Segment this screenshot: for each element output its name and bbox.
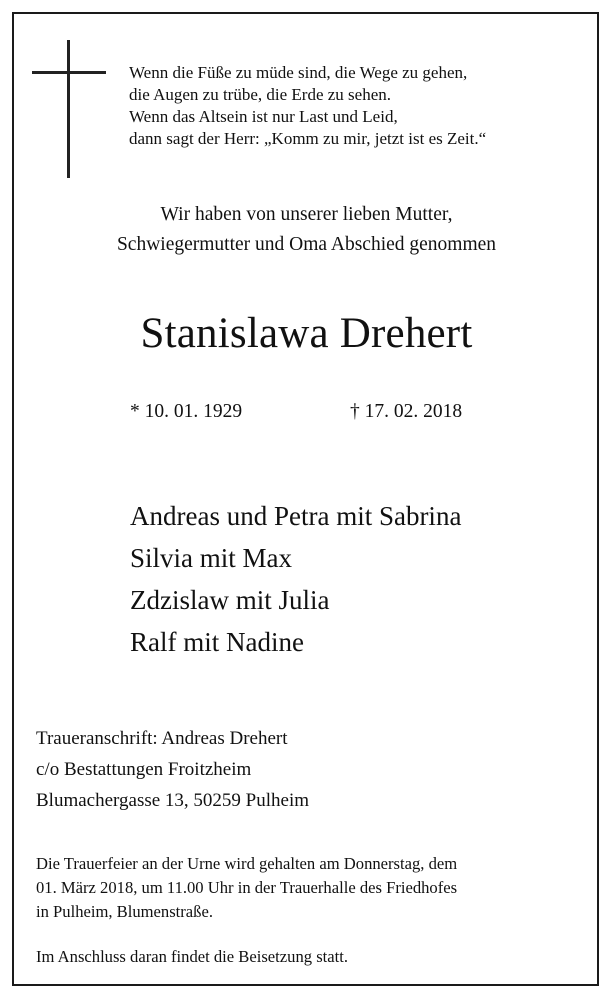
poem (129, 62, 579, 150)
poem-line: Wenn die Füße zu müde sind, die Wege zu gehen, (129, 63, 468, 82)
poem-line: die Augen zu trübe, die Erde zu sehen. (129, 85, 391, 104)
poem-line: Wenn das Altsein ist nur Last und Leid, (129, 107, 398, 126)
family-line: Andreas und Petra mit Sabrina (130, 501, 462, 531)
announcement (0, 200, 613, 260)
address-line: c/o Bestattungen Froitzheim (36, 759, 252, 780)
burial-note: Im Anschluss daran findet die Beisetzung statt. (36, 947, 348, 966)
address-line: Blumachergasse 13, 50259 Pulheim (36, 790, 310, 811)
family-list (130, 495, 461, 663)
cross-icon (32, 40, 106, 178)
family-line: Ralf mit Nadine (130, 627, 304, 657)
death-date: † 17. 02. 2018 (350, 401, 463, 422)
cross-horizontal-bar (32, 71, 106, 74)
service-line: 01. März 2018, um 11.00 Uhr in der Trauerhalle des Friedhofes (36, 878, 458, 897)
family-line: Silvia mit Max (130, 543, 292, 573)
deceased-name: Stanislawa Drehert (140, 310, 473, 357)
birth-date: * 10. 01. 1929 (130, 401, 243, 422)
family-line: Zdzislaw mit Julia (130, 585, 330, 615)
funeral-service-info (36, 852, 596, 924)
announcement-line: Wir haben von unserer lieben Mutter, (160, 204, 453, 225)
service-line: in Pulheim, Blumenstraße. (36, 902, 213, 921)
service-line: Die Trauerfeier an der Urne wird gehalten am Donnerstag, dem (36, 854, 458, 873)
address-line: Traueranschrift: Andreas Drehert (36, 728, 288, 749)
announcement-line: Schwiegermutter und Oma Abschied genommen (116, 234, 497, 255)
mourning-address (36, 723, 309, 816)
cross-vertical-bar (67, 40, 70, 178)
poem-line: dann sagt der Herr: „Komm zu mir, jetzt ist es Zeit.“ (129, 129, 487, 148)
